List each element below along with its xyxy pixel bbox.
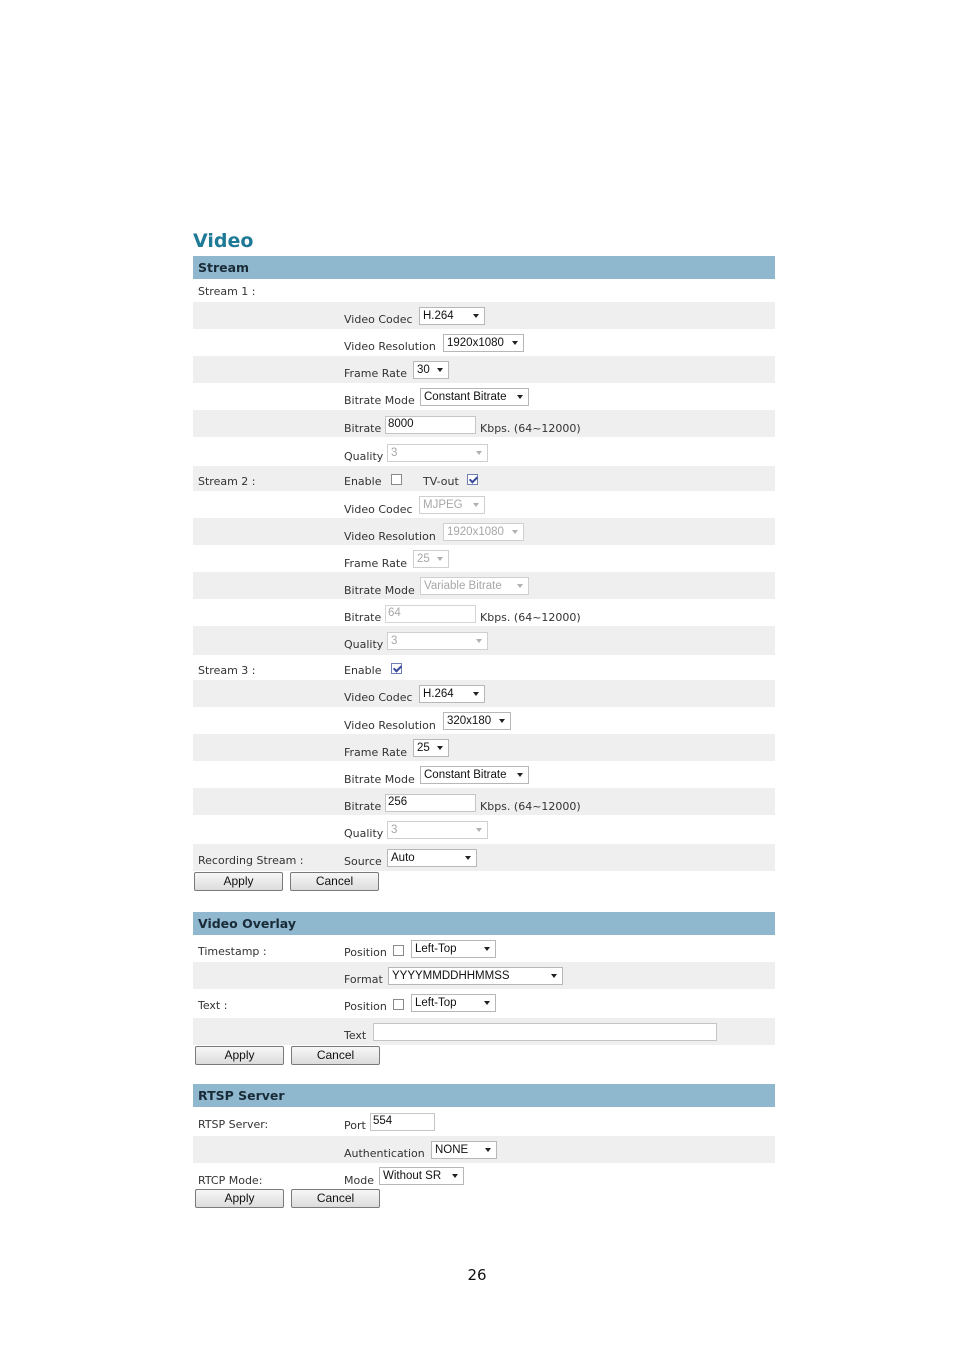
stream3-codec-select[interactable]: H.264 bbox=[419, 685, 485, 703]
stream1-framerate-row bbox=[193, 356, 775, 383]
page-number: 26 bbox=[467, 1266, 487, 1284]
stream2-tvout-checkbox[interactable] bbox=[467, 474, 478, 485]
rtsp-server-header: RTSP Server bbox=[193, 1084, 775, 1107]
stream2-framerate-row bbox=[193, 545, 775, 572]
stream1-quality-row bbox=[193, 437, 775, 466]
chevron-down-icon bbox=[473, 692, 479, 696]
stream2-quality-select[interactable]: 3 bbox=[387, 632, 488, 650]
chevron-down-icon bbox=[476, 451, 482, 455]
position-label: Position bbox=[344, 946, 387, 959]
recording-stream-label: Recording Stream : bbox=[198, 854, 304, 867]
mode-label: Mode bbox=[344, 1174, 374, 1187]
rtsp-apply-button[interactable]: Apply bbox=[195, 1189, 284, 1208]
source-label: Source bbox=[344, 855, 382, 868]
overlay-apply-button[interactable]: Apply bbox=[195, 1046, 284, 1065]
stream1-bitrate-row bbox=[193, 410, 775, 437]
stream-apply-button[interactable]: Apply bbox=[194, 872, 283, 891]
stream1-bitratemode-row bbox=[193, 383, 775, 410]
chevron-down-icon bbox=[517, 773, 523, 777]
chevron-down-icon bbox=[465, 856, 471, 860]
chevron-down-icon bbox=[485, 1148, 491, 1152]
chevron-down-icon bbox=[437, 368, 443, 372]
authentication-select[interactable]: NONE bbox=[431, 1141, 497, 1159]
overlay-cancel-button[interactable]: Cancel bbox=[291, 1046, 380, 1065]
chevron-down-icon bbox=[517, 395, 523, 399]
recording-source-select[interactable]: Auto bbox=[387, 849, 477, 867]
stream2-codec-row bbox=[193, 491, 775, 518]
text-position-checkbox[interactable] bbox=[393, 999, 404, 1010]
stream3-bitrate-row bbox=[193, 788, 775, 815]
stream-header: Stream bbox=[193, 256, 775, 279]
frame-rate-label: Frame Rate bbox=[344, 557, 407, 570]
timestamp-position-select[interactable]: Left-Top bbox=[411, 940, 496, 958]
bitrate-unit: Kbps. (64~12000) bbox=[480, 422, 581, 435]
text-field-row bbox=[193, 1018, 775, 1045]
stream1-bitratemode-select[interactable]: Constant Bitrate bbox=[420, 388, 529, 406]
chevron-down-icon bbox=[551, 974, 557, 978]
timestamp-position-checkbox[interactable] bbox=[393, 945, 404, 956]
bitrate-unit: Kbps. (64~12000) bbox=[480, 800, 581, 813]
stream3-resolution-row bbox=[193, 707, 775, 734]
chevron-down-icon bbox=[473, 314, 479, 318]
enable-label: Enable bbox=[344, 664, 382, 677]
stream3-resolution-select[interactable]: 320x180 bbox=[443, 712, 511, 730]
chevron-down-icon bbox=[473, 503, 479, 507]
stream2-label: Stream 2 : bbox=[198, 475, 256, 488]
chevron-down-icon bbox=[512, 530, 518, 534]
stream3-label: Stream 3 : bbox=[198, 664, 256, 677]
stream1-bitrate-input[interactable]: 8000 bbox=[385, 416, 476, 434]
stream3-quality-select[interactable]: 3 bbox=[387, 821, 488, 839]
video-resolution-label: Video Resolution bbox=[344, 530, 436, 543]
format-row bbox=[193, 962, 775, 989]
frame-rate-label: Frame Rate bbox=[344, 746, 407, 759]
video-codec-label: Video Codec bbox=[344, 691, 413, 704]
quality-label: Quality bbox=[344, 638, 384, 651]
stream-buttons bbox=[193, 871, 775, 893]
text-position-select[interactable]: Left-Top bbox=[411, 994, 496, 1012]
video-overlay-section bbox=[193, 912, 775, 1067]
stream2-enable-checkbox[interactable] bbox=[391, 474, 402, 485]
chevron-down-icon bbox=[484, 1001, 490, 1005]
stream2-bitratemode-row bbox=[193, 572, 775, 599]
recording-stream-row bbox=[193, 844, 775, 871]
video-codec-label: Video Codec bbox=[344, 503, 413, 516]
stream3-bitratemode-select[interactable]: Constant Bitrate bbox=[420, 766, 529, 784]
page-title: Video bbox=[193, 230, 254, 252]
chevron-down-icon bbox=[452, 1174, 458, 1178]
enable-label: Enable bbox=[344, 475, 382, 488]
stream3-bitratemode-row bbox=[193, 761, 775, 788]
position-label: Position bbox=[344, 1000, 387, 1013]
quality-label: Quality bbox=[344, 827, 384, 840]
stream-section bbox=[193, 256, 775, 893]
stream-cancel-button[interactable]: Cancel bbox=[290, 872, 379, 891]
overlay-text-input[interactable] bbox=[373, 1023, 717, 1041]
rtsp-port-row bbox=[193, 1107, 775, 1136]
chevron-down-icon bbox=[437, 557, 443, 561]
stream1-resolution-select[interactable]: 1920x1080 bbox=[443, 334, 524, 352]
stream1-codec-row bbox=[193, 302, 775, 329]
rtsp-cancel-button[interactable]: Cancel bbox=[291, 1189, 380, 1208]
stream3-enable-row bbox=[193, 655, 775, 680]
bitrate-label: Bitrate bbox=[344, 611, 382, 624]
stream3-codec-row bbox=[193, 680, 775, 707]
stream3-enable-checkbox[interactable] bbox=[391, 663, 402, 674]
stream2-bitratemode-select[interactable]: Variable Bitrate bbox=[420, 577, 529, 595]
stream2-enable-row bbox=[193, 466, 775, 491]
stream2-framerate-select[interactable]: 25 bbox=[413, 550, 449, 568]
video-resolution-label: Video Resolution bbox=[344, 719, 436, 732]
stream1-label: Stream 1 : bbox=[198, 285, 256, 298]
rtcp-mode-label: RTCP Mode: bbox=[198, 1174, 263, 1187]
bitrate-mode-label: Bitrate Mode bbox=[344, 773, 415, 786]
video-overlay-header: Video Overlay bbox=[193, 912, 775, 935]
stream1-framerate-select[interactable]: 30 bbox=[413, 361, 449, 379]
text-field-label: Text bbox=[344, 1029, 367, 1042]
timestamp-label: Timestamp : bbox=[198, 945, 267, 958]
overlay-buttons bbox=[193, 1045, 775, 1067]
bitrate-mode-label: Bitrate Mode bbox=[344, 394, 415, 407]
chevron-down-icon bbox=[484, 947, 490, 951]
stream3-bitrate-input[interactable]: 256 bbox=[385, 794, 476, 812]
stream2-bitrate-row bbox=[193, 599, 775, 626]
rtsp-port-input[interactable]: 554 bbox=[370, 1113, 435, 1131]
rtcp-mode-select[interactable]: Without SR bbox=[379, 1167, 464, 1185]
text-position-row bbox=[193, 989, 775, 1018]
frame-rate-label: Frame Rate bbox=[344, 367, 407, 380]
bitrate-unit: Kbps. (64~12000) bbox=[480, 611, 581, 624]
chevron-down-icon bbox=[476, 828, 482, 832]
chevron-down-icon bbox=[517, 584, 523, 588]
rtsp-server-section bbox=[193, 1084, 775, 1210]
chevron-down-icon bbox=[437, 746, 443, 750]
port-label: Port bbox=[344, 1119, 366, 1132]
bitrate-label: Bitrate bbox=[344, 422, 382, 435]
bitrate-label: Bitrate bbox=[344, 800, 382, 813]
format-label: Format bbox=[344, 973, 383, 986]
authentication-label: Authentication bbox=[344, 1147, 425, 1160]
stream2-bitrate-input[interactable]: 64 bbox=[385, 605, 476, 623]
stream1-resolution-row bbox=[193, 329, 775, 356]
stream1-codec-select[interactable]: H.264 bbox=[419, 307, 485, 325]
stream2-codec-select[interactable]: MJPEG bbox=[419, 496, 485, 514]
stream2-quality-row bbox=[193, 626, 775, 655]
rtcp-mode-row bbox=[193, 1163, 775, 1188]
quality-label: Quality bbox=[344, 450, 384, 463]
tv-out-label: TV-out bbox=[423, 475, 459, 488]
timestamp-row bbox=[193, 935, 775, 962]
stream3-quality-row bbox=[193, 815, 775, 844]
text-overlay-label: Text : bbox=[198, 999, 228, 1012]
timestamp-format-select[interactable]: YYYYMMDDHHMMSS bbox=[388, 967, 563, 985]
chevron-down-icon bbox=[476, 639, 482, 643]
chevron-down-icon bbox=[512, 341, 518, 345]
rtsp-auth-row bbox=[193, 1136, 775, 1163]
stream3-framerate-row bbox=[193, 734, 775, 761]
stream3-framerate-select[interactable]: 25 bbox=[413, 739, 449, 757]
video-resolution-label: Video Resolution bbox=[344, 340, 436, 353]
stream2-resolution-row bbox=[193, 518, 775, 545]
stream2-resolution-select[interactable]: 1920x1080 bbox=[443, 523, 524, 541]
video-codec-label: Video Codec bbox=[344, 313, 413, 326]
chevron-down-icon bbox=[499, 719, 505, 723]
stream1-quality-select[interactable]: 3 bbox=[387, 444, 488, 462]
rtsp-buttons bbox=[193, 1188, 775, 1210]
rtsp-server-label: RTSP Server: bbox=[198, 1118, 269, 1131]
stream1-row bbox=[193, 279, 775, 302]
bitrate-mode-label: Bitrate Mode bbox=[344, 584, 415, 597]
